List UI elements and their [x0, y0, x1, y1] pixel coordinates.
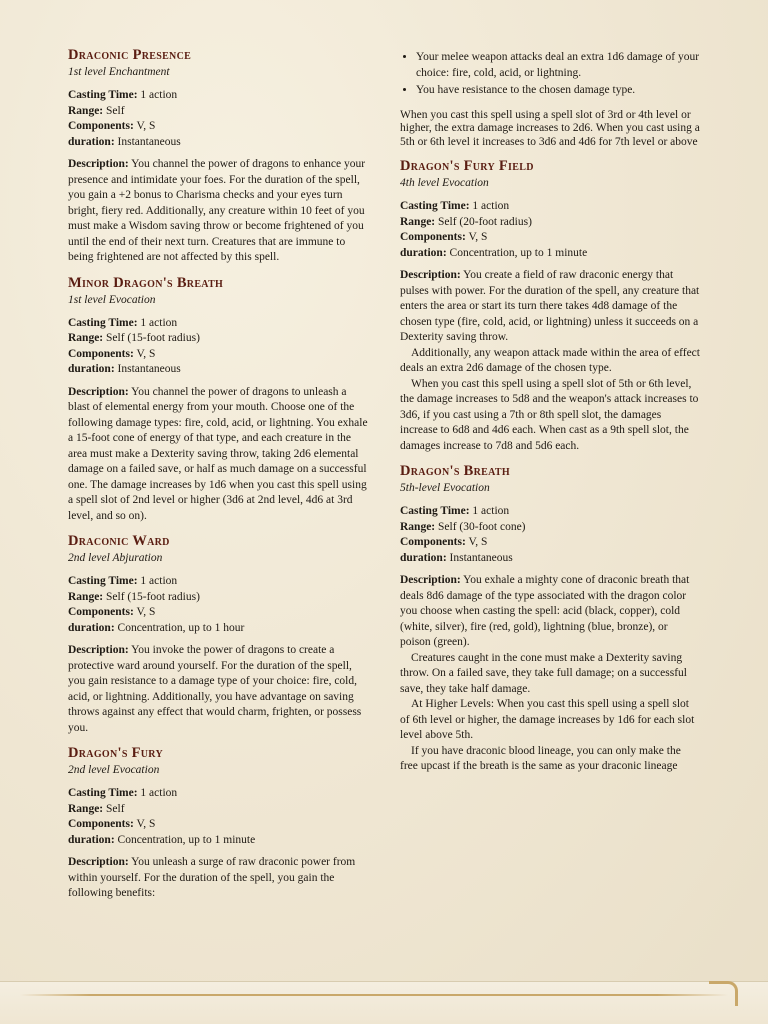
range: Range: Self: [68, 802, 125, 815]
benefit-list: [400, 50, 700, 99]
description: Description: You create a field of raw draconic energy that pulses with power. For the duration of the spell, any creature that enters the area or start its turn there takes 4d8 damage of the chosen type (fire, cold, acid, or lightning) unless it succeeds on a Dexterity saving throw.: [400, 269, 700, 343]
spell-type: 1st level Enchantment: [68, 66, 170, 78]
range: Range: Self (15-foot radius): [68, 332, 200, 344]
spell-dragons-fury-field: [400, 157, 700, 454]
range: Range: Self (15-foot radius): [68, 590, 200, 603]
list-item: • Your melee weapon attacks deal an extra 1d6 damage of your choice: fire, cold, acid, or lightning.: [416, 50, 700, 81]
spell-type: 4th level Evocation: [400, 177, 489, 189]
duration: duration: Instantaneous: [400, 551, 513, 564]
list-item: • You have resistance to the chosen damage type.: [416, 83, 700, 99]
spell-title: Dragon's Fury: [68, 745, 163, 761]
casting-time: Casting Time: 1 action: [400, 200, 510, 212]
components: Components: V, S: [68, 347, 156, 360]
paragraph: When you cast this spell using a spell slot of 5th or 6th level, the damage increases to 5d8 and the weapon's attack increases to 3d6, if you cast using a 7th or 8th spell slot, the damages increase to 6d8 and 4d6 each. When cast as a 9th spell slot, the damages increase to 7d8 and 5d6 each.: [400, 377, 699, 452]
components: Components: V, S: [68, 818, 156, 830]
paragraph: At Higher Levels: When you cast this spell using a spell slot of 6th level or higher, the damage increases by 1d6 for each slot level above 5th.: [400, 698, 695, 741]
duration: duration: Instantaneous: [68, 135, 181, 148]
description: Description: You channel the power of dragons to unleash a blast of elemental energy from your mouth. Choose one of the following damage types: fire, cold, acid, or lightning. You exhale a 15-foot cone of energy of that type, and each creature in the area must make a Dexterity saving throw, taking 2d6 elemental damage on a failed save, or half as much damage on a successful one. The damage increases by 1d6 when you cast this spell using a spell slot of 2nd level or higher (3d6 at 2nd level, 4d6 at 3rd level, and so on).: [68, 385, 368, 522]
duration: duration: Instantaneous: [68, 363, 181, 375]
spell-title: Draconic Presence: [68, 47, 192, 63]
paragraph: Additionally, any weapon attack made within the area of effect deals an extra 2d6 damage of the chosen type.: [400, 346, 700, 374]
casting-time: Casting Time: 1 action: [68, 575, 178, 587]
spell-dragons-breath: [400, 462, 700, 775]
duration: duration: Concentration, up to 1 hour: [68, 621, 245, 634]
duration: duration: Concentration, up to 1 minute: [400, 246, 588, 259]
range: Range: Self: [68, 104, 125, 117]
duration: duration: Concentration, up to 1 minute: [68, 833, 256, 846]
spell-dragons-fury: [68, 744, 368, 902]
upcast-text: When you cast this spell using a spell slot of 3rd or 4th level or higher, the extra damage increases to 2d6. When you cast using a 5th or 6th level it increases to 3d6 and 4d6 for 7th level or above: [400, 108, 700, 148]
description: Description: You channel the power of dragons to enhance your presence and intimidate your foes. For the duration of the spell, you gain a +2 bonus to Charisma checks and your eyes turn bright, fiery red. Additionally, any creature within 10 feet of you must make a Wisdom saving throw or become frightened of you until the end of their next turn. Creatures that are immune to being frightened are not affected by this spell.: [68, 158, 366, 263]
spell-title: Dragon's Fury Field: [400, 158, 534, 174]
spell-title: Dragon's Breath: [400, 463, 510, 479]
left-column: [68, 46, 368, 910]
components: Components: V, S: [68, 606, 156, 618]
casting-time: Casting Time: 1 action: [68, 787, 178, 799]
description: Description: You unleash a surge of raw draconic power from within yourself. For the duration of the spell, you gain the following benefits:: [68, 856, 356, 899]
paragraph: Creatures caught in the cone must make a Dexterity saving throw. On a failed save, they take full damage; on a successful save, they take half damage.: [400, 651, 687, 695]
description: Description: You invoke the power of dragons to create a protective ward around yourself. For the duration of the spell, you gain resistance to a damage type of your choice: fire, cold, acid, or lightning. Additionally, you have advantage on saving throws against any effect that would charm, frighten, or possess you.: [68, 644, 362, 734]
paragraph: If you have draconic blood lineage, you can only make the free upcast if the breath is the same as your draconic lineage: [400, 744, 681, 772]
page-footer: [0, 981, 768, 1024]
spell-type: 5th-level Evocation: [400, 482, 490, 494]
range: Range: Self (20-foot radius): [400, 215, 532, 228]
spell-minor-dragons-breath: [68, 274, 368, 525]
components: Components: V, S: [68, 120, 156, 132]
spell-type: 1st level Evocation: [68, 293, 156, 306]
spell-draconic-presence: [68, 46, 368, 266]
spell-draconic-ward: [68, 532, 368, 736]
spell-title: Minor Dragon's Breath: [68, 274, 224, 291]
components: Components: V, S: [400, 536, 488, 548]
casting-time: Casting Time: 1 action: [68, 316, 178, 329]
footer-divider: [20, 994, 728, 996]
description: Description: You exhale a mighty cone of draconic breath that deals 8d6 damage of the type associated with the dragon color you choose when casting the spell: acid (black, copper), cold (white, silver), fire (red, gold), lightning (blue, bronze), or poison (green).: [400, 574, 690, 648]
casting-time: Casting Time: 1 action: [400, 505, 510, 517]
spell-type: 2nd level Evocation: [68, 764, 160, 776]
range: Range: Self (30-foot cone): [400, 520, 526, 533]
footer-ornament-icon: [709, 981, 738, 1006]
casting-time: Casting Time: 1 action: [68, 89, 178, 101]
spell-type: 2nd level Abjuration: [68, 552, 163, 564]
spell-title: Draconic Ward: [68, 533, 170, 549]
components: Components: V, S: [400, 231, 488, 243]
right-column: [400, 50, 700, 783]
